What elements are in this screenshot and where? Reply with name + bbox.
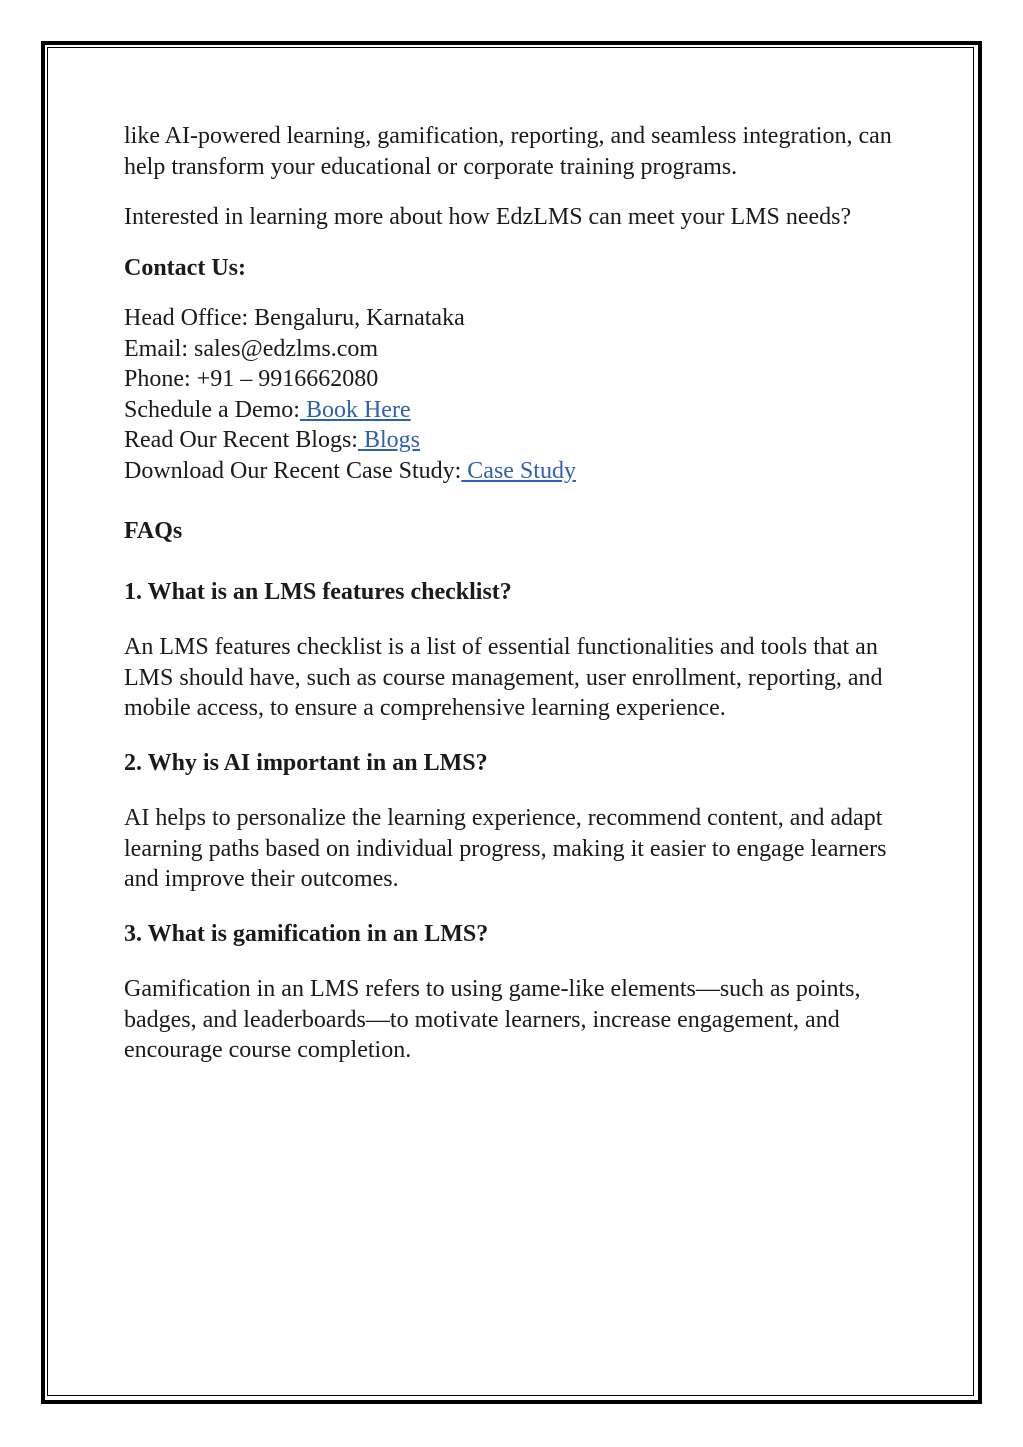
cta-paragraph: Interested in learning more about how EdzLMS can meet your LMS needs?: [124, 204, 852, 230]
faq-question-2: 2. Why is AI important in an LMS?: [124, 749, 488, 776]
case-study-link[interactable]: Case Study: [461, 457, 576, 484]
email-line: Email: sales@edzlms.com: [124, 335, 379, 362]
faqs-heading: FAQs: [124, 518, 183, 544]
intro-paragraph: like AI-powered learning, gamification, reporting, and seamless integration, can help transform your educational or corporate training programs.: [124, 123, 892, 180]
contact-heading: Contact Us:: [124, 254, 246, 281]
faq-answer-3: Gamification in an LMS refers to using game-like elements—such as points, badges, and leaderboards—to motivate learners, increase engagement, and encourage course completion.: [124, 976, 861, 1063]
case-study-label: Download Our Recent Case Study:: [124, 457, 462, 484]
blogs-label: Read Our Recent Blogs:: [124, 427, 358, 453]
document-body: [124, 121, 914, 1090]
book-here-link[interactable]: Book Here: [299, 396, 411, 423]
phone-line: Phone: +91 – 9916662080: [124, 366, 379, 392]
blogs-line: [124, 425, 914, 456]
contact-details: [124, 303, 914, 486]
faq-answer-2: AI helps to personalize the learning experience, recommend content, and adapt learning paths based on individual progress, making it easier to engage learners and improve their outcomes.: [124, 805, 887, 892]
faq-question-3: 3. What is gamification in an LMS?: [124, 920, 489, 947]
faq-answer-1: An LMS features checklist is a list of essential functionalities and tools that an LMS should have, such as course management, user enrollment, reporting, and mobile access, to ensure a comprehensive learning experience.: [124, 634, 883, 721]
case-study-line: [124, 456, 914, 487]
demo-label: Schedule a Demo:: [124, 396, 300, 423]
faq-question-1: 1. What is an LMS features checklist?: [124, 578, 512, 605]
blogs-link[interactable]: Blogs: [357, 427, 420, 453]
head-office-line: Head Office: Bengaluru, Karnataka: [124, 305, 465, 331]
demo-line: [124, 395, 914, 426]
